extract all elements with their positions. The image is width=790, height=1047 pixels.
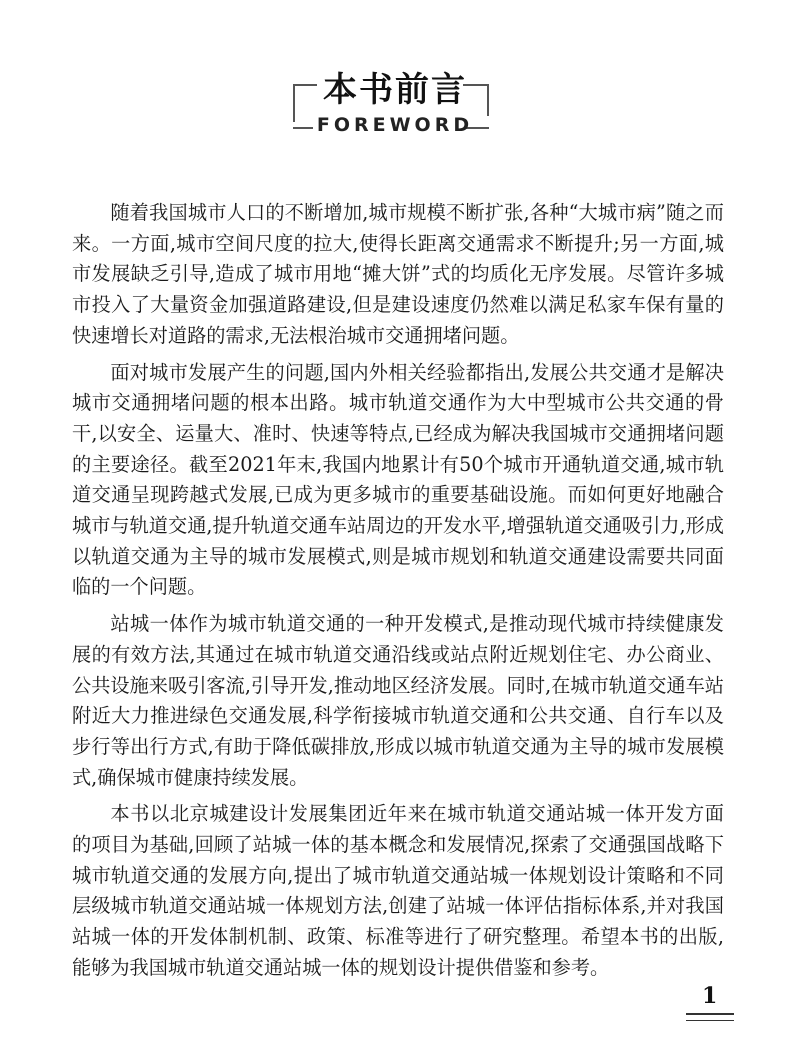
page-number: 1 (702, 983, 718, 1009)
paragraph-1: 随着我国城市人口的不断增加,城市规模不断扩张,各种“大城市病”随之而来。一方面,城市空间尺度的拉大,使得长距离交通需求不断提升;另一方面,城市发展缺乏引导,造成了城市用地“摊大饼”式的均质化无序发展。尽管许多城市投入了大量资金加强道路建设,但是建设速度仍然难以满足私家车保有量的快速增长对道路的需求,无法根治城市交通拥堵问题。 (72, 201, 724, 347)
page-subtitle: FOREWORD (316, 114, 474, 136)
paragraph-4: 本书以北京城建设计发展集团近年来在城市轨道交通站城一体开发方面的项目为基础,回顾了站城一体的基本概念和发展情况,探索了交通强国战略下城市轨道交通的发展方向,提出了城市轨道交通站城一体规划设计策略和不同层级城市轨道交通站城一体规划方法,创建了站城一体评估指标体系,并对我国站城一体的开发体制机制、政策、标准等进行了研究整理。希望本书的出版,能够为我国城市轨道交通站城一体的规划设计提供借鉴和参考。 (72, 802, 724, 979)
page-number-underline (686, 1013, 734, 1021)
page-title: 本书前言 (323, 70, 467, 110)
foreword-body (72, 198, 724, 990)
paragraph-3: 站城一体作为城市轨道交通的一种开发模式,是推动现代城市持续健康发展的有效方法,其通过在城市轨道交通沿线或站点附近规划住宅、办公商业、公共设施来吸引客流,引导开发,推动地区经济发展。同时,在城市轨道交通车站附近大力推进绿色交通发展,科学衔接城市轨道交通和公共交通、自行车以及步行等出行方式,有助于降低碳排放,形成以城市轨道交通为主导的城市发展模式,确保城市健康持续发展。 (72, 612, 724, 789)
foreword-header (0, 0, 790, 150)
paragraph-2: 面对城市发展产生的问题,国内外相关经验都指出,发展公共交通才是解决城市交通拥堵问题的根本出路。城市轨道交通作为大中型城市公共交通的骨干,以安全、运量大、准时、快速等特点,已经成为解决我国城市交通拥堵问题的主要途径。截至2021年末,我国内地累计有50个城市开通轨道交通,城市轨道交通呈现跨越式发展,已成为更多城市的重要基础设施。而如何更好地融合城市与轨道交通,提升轨道交通车站周边的开发水平,增强轨道交通吸引力,形成以轨道交通为主导的城市发展模式,则是城市规划和轨道交通建设需要共同面临的一个问题。 (72, 360, 724, 599)
